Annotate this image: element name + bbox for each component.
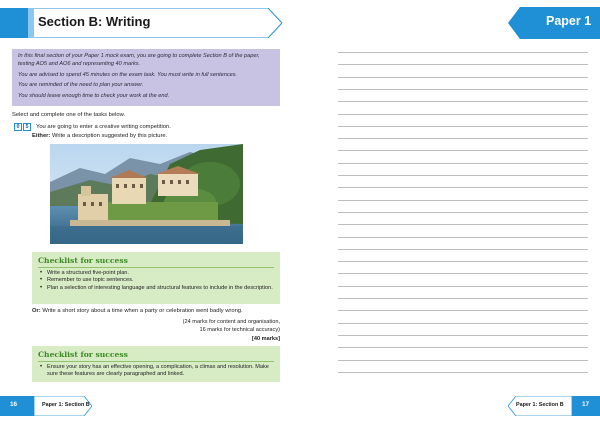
writing-line <box>338 163 588 164</box>
marks-line: 16 marks for technical accuracy) <box>199 327 280 334</box>
lake-villa-photo <box>50 144 243 244</box>
question-text: You are going to enter a creative writing competition. <box>36 123 171 130</box>
writing-line <box>338 347 588 348</box>
paper-banner <box>508 7 600 39</box>
writing-line <box>338 114 588 115</box>
checklist-rule <box>38 361 274 362</box>
writing-line <box>338 64 588 65</box>
villa-picture <box>50 144 243 244</box>
writing-line <box>338 150 588 151</box>
instruction-line: You should leave enough time to check your work at the end. <box>18 92 170 99</box>
writing-line <box>338 372 588 373</box>
instruction-line: In this final section of your Paper 1 mock exam, you are going to complete Section B of the paper, testing AO5 and AO6 and representing 40 marks. <box>18 53 260 68</box>
footer-label: Paper 1: Section B <box>42 402 90 408</box>
page-number: 17 <box>582 401 590 408</box>
either-label: Either: <box>32 133 51 139</box>
question-row <box>14 122 171 131</box>
or-text: Write a short story about a time when a party or celebration went badly wrong. <box>42 308 243 314</box>
writing-line <box>338 101 588 102</box>
writing-line <box>338 212 588 213</box>
select-instruction: Select and complete one of the tasks below. <box>12 112 126 118</box>
either-text: Write a description suggested by this picture. <box>51 133 168 139</box>
writing-line <box>338 310 588 311</box>
marks-line: (24 marks for content and organisation, <box>182 319 280 325</box>
writing-line <box>338 249 588 250</box>
writing-line <box>338 126 588 127</box>
writing-line <box>338 52 588 53</box>
checklist-items <box>38 270 274 293</box>
checklist-items <box>38 364 274 379</box>
writing-line <box>338 323 588 324</box>
marks-total: [40 marks] <box>252 335 280 342</box>
writing-line <box>338 187 588 188</box>
writing-line <box>338 175 588 176</box>
checklist-item: • Remember to use topic sentences. <box>38 277 274 285</box>
paper-title: Paper 1 <box>546 14 592 28</box>
instruction-line: You are advised to spend 45 minutes on the exam task. You must write in full sentences. <box>18 71 238 78</box>
writing-line <box>338 335 588 336</box>
writing-line <box>338 237 588 238</box>
writing-line <box>338 138 588 139</box>
footer-tab-right <box>508 396 600 416</box>
writing-line <box>338 261 588 262</box>
checklist-item: • Plan a selection of interesting language and structural features to include in the description. <box>38 285 274 293</box>
section-banner <box>0 8 282 38</box>
page-number: 16 <box>10 401 18 408</box>
instructions-box <box>12 49 280 106</box>
or-task <box>32 308 243 314</box>
writing-line <box>338 298 588 299</box>
writing-line <box>338 200 588 201</box>
checklist-title: Checklist for success <box>38 256 128 265</box>
question-number-digit: 5 <box>23 123 31 131</box>
checklist-item: • Ensure your story has an effective opening, a complication, a climax and resolution. Make sure these features are clearly paragraphed and linked. <box>38 364 274 379</box>
checklist-box <box>32 346 280 382</box>
writing-line <box>338 286 588 287</box>
checklist-box <box>32 252 280 304</box>
or-label: Or: <box>32 308 41 314</box>
writing-line <box>338 360 588 361</box>
marks-allocation <box>183 318 280 343</box>
right-page <box>300 0 600 424</box>
instruction-line: You are reminded of the need to plan your answer. <box>18 82 144 89</box>
footer-label: Paper 1: Section B <box>516 402 564 408</box>
writing-line <box>338 89 588 90</box>
writing-line <box>338 224 588 225</box>
checklist-title: Checklist for success <box>38 350 128 359</box>
either-task <box>32 133 167 139</box>
writing-lines <box>338 52 588 384</box>
section-title: Section B: Writing <box>38 14 151 29</box>
question-number-digit: 0 <box>14 123 22 131</box>
writing-line <box>338 77 588 78</box>
checklist-item: • Write a structured five-point plan. <box>38 270 274 278</box>
checklist-rule <box>38 267 274 268</box>
writing-line <box>338 273 588 274</box>
footer-tab-left <box>0 396 92 416</box>
